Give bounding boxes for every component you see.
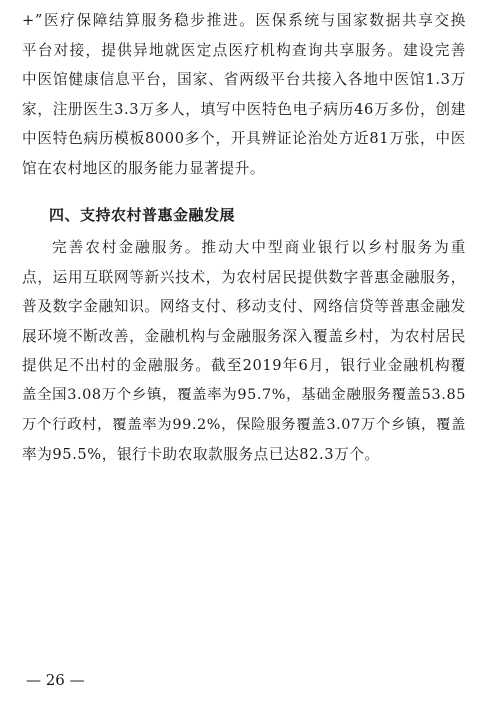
text-line: 率为95.5%，银行卡助农取款服务点已达82.3万个。: [22, 446, 380, 464]
text-line: 平台对接，提供异地就医定点医疗机构查询共享服务。建设完善: [22, 41, 466, 59]
text-line: 盖全国3.08万个乡镇，覆盖率为95.7%，基础金融服务覆盖53.85: [22, 386, 466, 403]
section-heading: 四、支持农村普惠金融发展: [49, 206, 236, 224]
text-line: 中医特色病历模板8000多个，开具辨证论治处方近81万张，中医: [22, 130, 466, 148]
text-line: 点，运用互联网等新兴技术，为农村居民提供数字普惠金融服务，: [22, 268, 466, 286]
paragraph-rural-finance: [22, 233, 466, 470]
paragraph-medical-services: [22, 6, 466, 184]
text-line: 完善农村金融服务。推动大中型商业银行以乡村服务为重: [52, 239, 466, 256]
text-line: 展环境不断改善，金融机构与金融服务深入覆盖乡村，为农村居民: [22, 327, 466, 345]
text-line: 万个行政村，覆盖率为99.2%，保险服务覆盖3.07万个乡镇，覆盖: [22, 416, 466, 433]
text-line: 普及数字金融知识。网络支付、移动支付、网络信贷等普惠金融发: [22, 298, 466, 316]
page-number: — 26 —: [26, 671, 85, 689]
text-line: 提供足不出村的金融服务。截至2019年6月，银行业金融机构覆: [22, 357, 466, 375]
text-line: 中医馆健康信息平台，国家、省两级平台共接入各地中医馆1.3万: [22, 71, 466, 89]
text-line: 馆在农村地区的服务能力显著提升。: [22, 159, 266, 177]
text-line: +”医疗保障结算服务稳步推进。医保系统与国家数据共享交换: [22, 12, 466, 29]
text-line: 家，注册医生3.3万多人，填写中医特色电子病历46万多份，创建: [22, 100, 466, 118]
